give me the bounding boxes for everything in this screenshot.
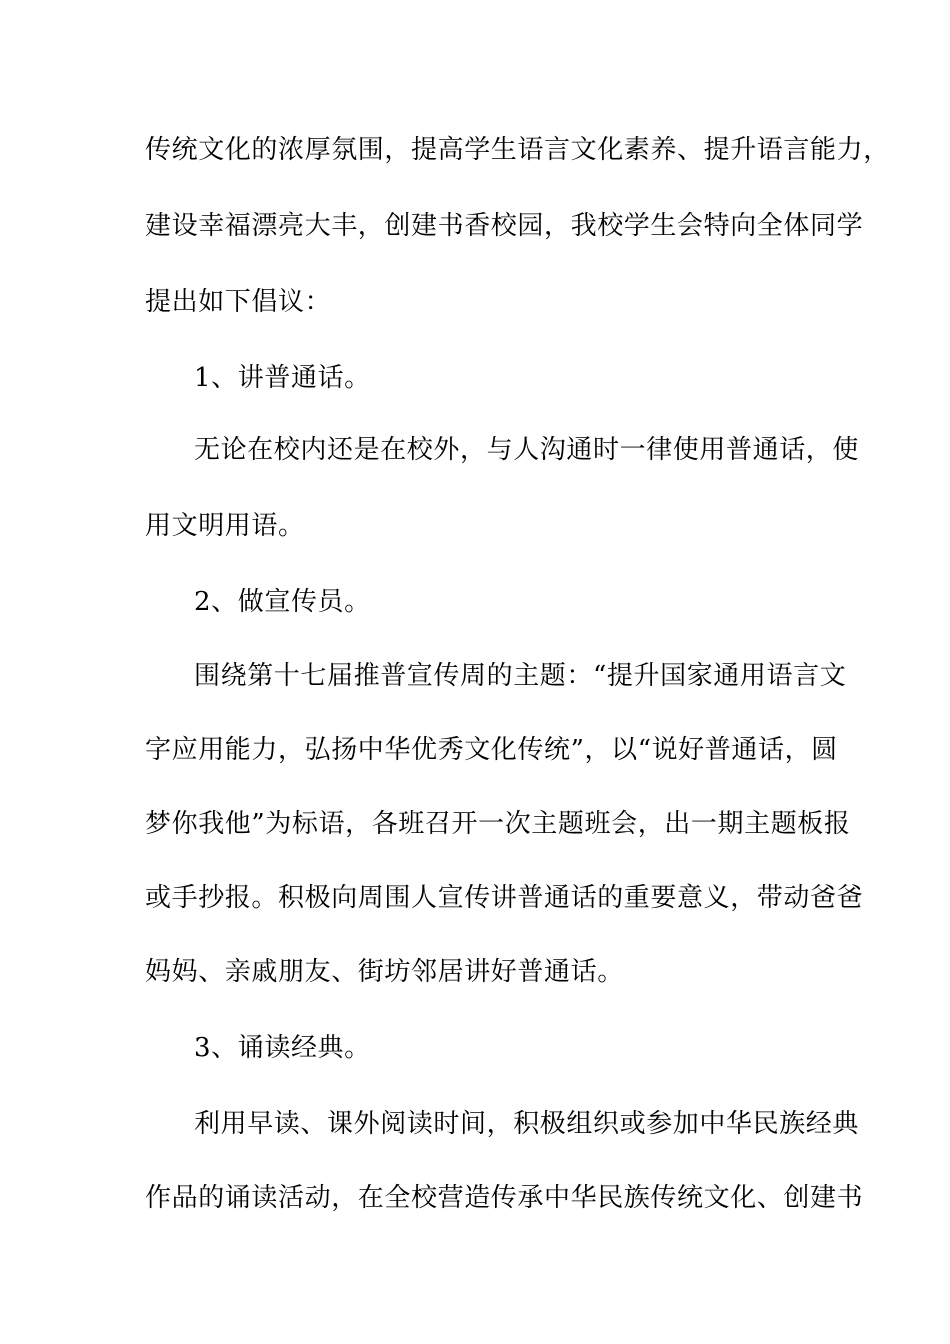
text-line-10: 梦你我他”为标语，各班召开一次主题班会，出一期主题板报 — [145, 809, 851, 839]
text-line-14: 利用早读、课外阅读时间，积极组织或参加中华民族经典 — [194, 1109, 860, 1139]
text-line-6: 用文明用语。 — [145, 511, 305, 541]
section-heading-3: 3、诵读经典。 — [194, 1033, 371, 1063]
text-line-12: 妈妈、亲戚朋友、街坊邻居讲好普通话。 — [145, 957, 624, 987]
section-heading-2: 2、做宣传员。 — [194, 587, 371, 617]
text-line-3: 提出如下倡议： — [145, 287, 332, 317]
text-line-15: 作品的诵读活动，在全校营造传承中华民族传统文化、创建书 — [145, 1183, 864, 1213]
text-line-1: 传统文化的浓厚氛围，提高学生语言文化素养、提升语言能力， — [145, 135, 890, 165]
text-line-9: 字应用能力，弘扬中华优秀文化传统”，以“说好普通话，圆 — [145, 735, 838, 765]
text-line-2: 建设幸福漂亮大丰，创建书香校园，我校学生会特向全体同学 — [145, 211, 864, 241]
text-line-11: 或手抄报。积极向周围人宣传讲普通话的重要意义，带动爸爸 — [145, 883, 864, 913]
text-line-8: 围绕第十七届推普宣传周的主题：“提升国家通用语言文 — [194, 661, 847, 691]
text-line-5: 无论在校内还是在校外，与人沟通时一律使用普通话，使 — [194, 435, 860, 465]
section-heading-1: 1、讲普通话。 — [194, 363, 371, 393]
